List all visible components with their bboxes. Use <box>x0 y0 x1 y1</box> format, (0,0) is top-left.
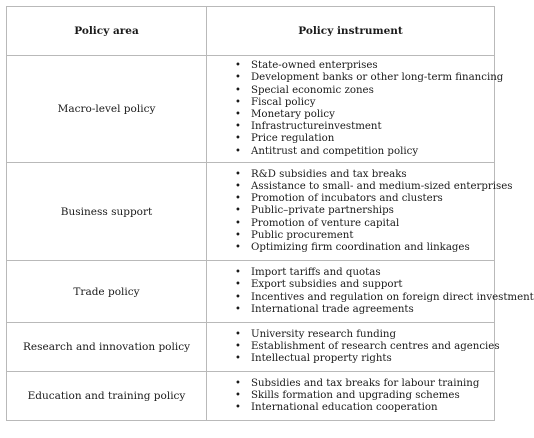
list-item-text: R&D subsidies and tax breaks <box>251 168 407 180</box>
list-item-text: Incentives and regulation on foreign direct investment <box>251 291 534 303</box>
list-item <box>235 242 494 254</box>
policy-area-cell: Research and innovation policy <box>7 323 207 372</box>
policy-area-cell: Education and training policy <box>7 372 207 421</box>
table-row <box>7 323 495 372</box>
list-item-text: Intellectual property rights <box>251 353 392 365</box>
list-item <box>235 304 494 316</box>
list-item <box>235 97 494 109</box>
list-item-text: University research funding <box>251 328 396 340</box>
policy-area-cell: Macro-level policy <box>7 56 207 163</box>
bullet-icon: • <box>235 303 241 315</box>
table-row <box>7 163 495 261</box>
bullet-icon: • <box>235 96 241 108</box>
bullet-icon: • <box>235 133 241 145</box>
list-item <box>235 267 494 279</box>
bullet-icon: • <box>235 377 241 389</box>
bullet-icon: • <box>235 328 241 340</box>
list-item-text: Special economic zones <box>251 84 374 96</box>
header-row <box>7 7 495 56</box>
list-item <box>235 109 494 121</box>
list-item <box>235 353 494 365</box>
instrument-list <box>207 378 494 415</box>
bullet-icon: • <box>235 60 241 72</box>
list-item-text: Assistance to small- and medium-sized enterprises <box>251 180 513 192</box>
instrument-list <box>207 168 513 254</box>
bullet-icon: • <box>235 205 241 217</box>
instrument-list <box>207 267 534 316</box>
list-item-text: Skills formation and upgrading schemes <box>251 389 460 401</box>
table-row <box>7 372 495 421</box>
policy-instrument-cell <box>207 163 513 261</box>
list-item <box>235 390 494 402</box>
bullet-icon: • <box>235 168 241 180</box>
header-policy-instrument: Policy instrument <box>207 7 495 56</box>
list-item-text: Fiscal policy <box>251 96 316 108</box>
instrument-list <box>207 60 504 158</box>
list-item-text: Infrastructureinvestment <box>251 121 382 133</box>
bullet-icon: • <box>235 402 241 414</box>
list-item-text: Public–private partnerships <box>251 205 394 217</box>
bullet-icon: • <box>235 389 241 401</box>
table-row <box>7 56 495 163</box>
list-item <box>235 230 494 242</box>
list-item-text: Monetary policy <box>251 109 335 120</box>
list-item <box>235 121 494 133</box>
list-item <box>235 329 494 341</box>
bullet-icon: • <box>235 145 241 157</box>
bullet-icon: • <box>235 242 241 253</box>
list-item-text: Promotion of incubators and clusters <box>251 193 443 205</box>
list-item <box>235 146 494 158</box>
list-item-text: Optimizing firm coordination and linkages <box>251 242 470 253</box>
list-item-text: International trade agreements <box>251 303 414 315</box>
table-row <box>7 261 495 323</box>
list-item <box>235 378 494 390</box>
bullet-icon: • <box>235 72 241 84</box>
list-item-text: Antitrust and competition policy <box>251 145 419 157</box>
bullet-icon: • <box>235 353 241 365</box>
list-item <box>235 402 494 414</box>
bullet-icon: • <box>235 193 241 205</box>
policy-table-container <box>6 6 534 421</box>
header-policy-area: Policy area <box>7 7 207 56</box>
list-item <box>235 169 494 181</box>
list-item <box>235 85 494 97</box>
list-item <box>235 340 500 353</box>
list-item <box>235 180 513 193</box>
bullet-icon: • <box>235 267 241 279</box>
list-item-text: Development banks or other long-term financing <box>251 72 504 84</box>
bullet-icon: • <box>235 217 241 229</box>
list-item <box>235 72 504 84</box>
list-item-text: Promotion of venture capital <box>251 217 400 229</box>
policy-instrument-cell <box>207 56 504 163</box>
list-item <box>235 205 494 217</box>
list-item <box>235 218 494 230</box>
bullet-icon: • <box>235 291 241 303</box>
bullet-icon: • <box>235 229 241 241</box>
policy-area-cell: Business support <box>7 163 207 261</box>
list-item-text: State-owned enterprises <box>251 60 378 72</box>
list-item-text: Import tariffs and quotas <box>251 267 381 279</box>
bullet-icon: • <box>235 121 241 133</box>
policy-instrument-cell <box>207 323 500 372</box>
policy-area-cell: Trade policy <box>7 261 207 323</box>
list-item-text: Public procurement <box>251 229 354 241</box>
bullet-icon: • <box>235 340 241 352</box>
list-item-text: Price regulation <box>251 133 335 145</box>
list-item <box>235 279 494 291</box>
bullet-icon: • <box>235 180 241 192</box>
list-item <box>235 133 494 145</box>
list-item <box>235 193 494 205</box>
list-item-text: International education cooperation <box>251 402 438 414</box>
bullet-icon: • <box>235 109 241 120</box>
policy-instrument-cell <box>207 372 495 421</box>
list-item-text: Export subsidies and support <box>251 279 403 291</box>
list-item-text: Subsidies and tax breaks for labour training <box>251 377 480 389</box>
policy-table <box>6 6 534 421</box>
bullet-icon: • <box>235 84 241 96</box>
list-item <box>235 291 534 304</box>
list-item <box>235 60 494 72</box>
policy-instrument-cell <box>207 261 534 323</box>
list-item-text: Establishment of research centres and agencies <box>251 340 500 352</box>
instrument-list <box>207 328 500 366</box>
bullet-icon: • <box>235 279 241 291</box>
